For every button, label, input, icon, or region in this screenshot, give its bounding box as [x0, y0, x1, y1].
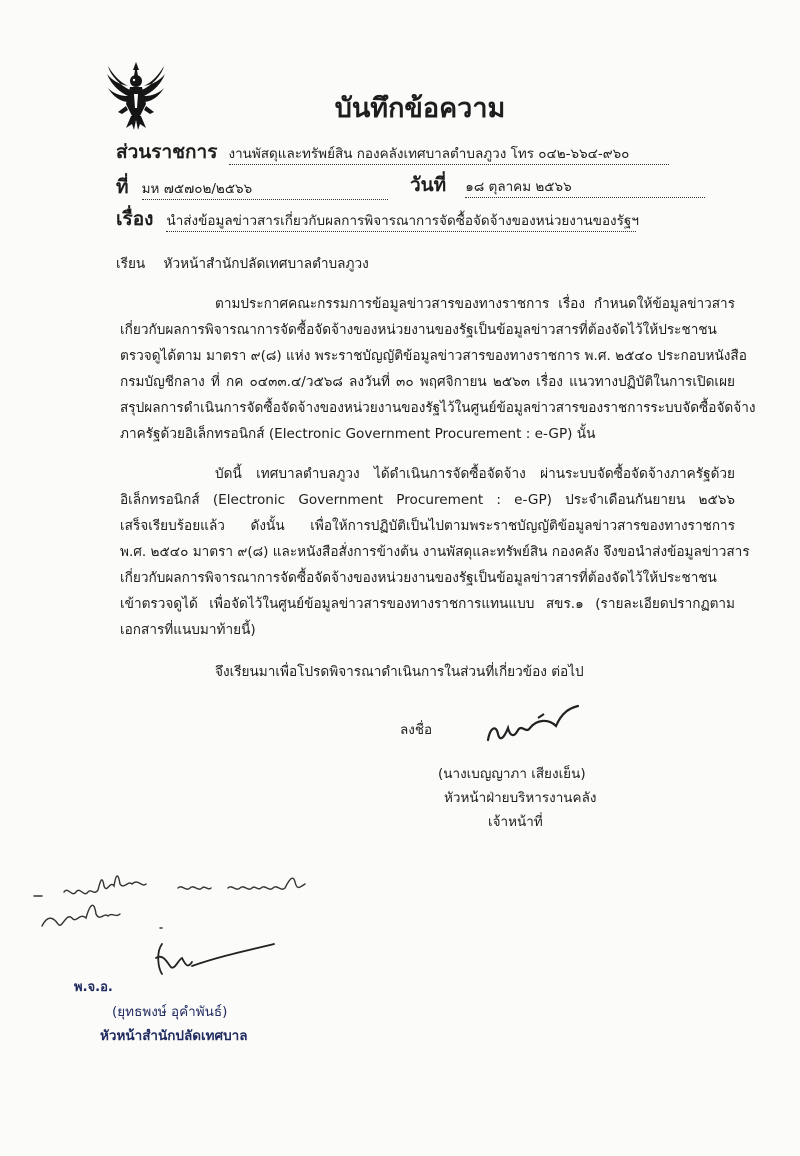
paragraph-1-line: กรมบัญชีกลาง ที่ กค ๐๔๓๓.๔/ว๕๖๘ ลงวันที่ ๓๐ พฤศจิกายน ๒๕๖๓ เรื่อง แนวทางปฏิบัติในการเปิดเผย — [120, 374, 735, 390]
date-value: ๑๘ ตุลาคม ๒๕๖๖ — [465, 175, 705, 198]
paragraph-2-line: อิเล็กทรอนิกส์ (Electronic Government Procurement : e-GP) ประจำเดือนกันยายน ๒๕๖๖ — [120, 492, 735, 508]
date-label: วันที่ — [410, 174, 447, 196]
agency-row — [116, 137, 669, 167]
paragraph-1-line: ตรวจดูได้ตาม มาตรา ๙(๘) แห่ง พระราชบัญญัติข้อมูลข่าวสารของทางราชการ พ.ศ. ๒๕๔๐ ประกอบหนังสือ — [120, 348, 747, 364]
subject-label: เรื่อง — [116, 208, 154, 230]
closing-line: จึงเรียนมาเพื่อโปรดพิจารณาดำเนินการในส่วนที่เกี่ยวข้อง ต่อไป — [215, 664, 584, 680]
paragraph-1-line: ภาครัฐด้วยอิเล็กทรอนิกส์ (Electronic Government Procurement : e-GP) นั้น — [120, 426, 596, 442]
paragraph-1-line: ตามประกาศคณะกรรมการข้อมูลข่าวสารของทางราชการ เรื่อง กำหนดให้ข้อมูลข่าวสาร — [215, 296, 735, 312]
signer-name: (นางเบญญาภา เสียงเย็น) — [438, 766, 586, 782]
paragraph-2-line: พ.ศ. ๒๕๔๐ มาตรา ๙(๘) และหนังสือสั่งการข้างต้น งานพัสดุและทรัพย์สิน กองคลัง จึงขอนำส่งข้อมูลข่าวสาร — [120, 544, 750, 560]
reference-label: ที่ — [116, 176, 129, 198]
handwritten-note — [28, 858, 378, 938]
date-row — [410, 170, 705, 200]
approval-name: (ยุทธพงษ์ อุคำพันธ์) — [112, 1004, 228, 1020]
approval-position: หัวหน้าสำนักปลัดเทศบาล — [100, 1028, 248, 1044]
subject-value: นำส่งข้อมูลข่าวสารเกี่ยวกับผลการพิจารณาการจัดซื้อจัดจ้างของหน่วยงานของรัฐฯ — [166, 209, 636, 232]
page-title: บันทึกข้อความ — [334, 93, 506, 124]
reference-value: มห ๗๕๗๐๒/๒๕๖๖ — [142, 177, 388, 200]
paragraph-2-line: บัดนี้ เทศบาลตำบลภูวง ได้ดำเนินการจัดซื้อจัดจ้าง ผ่านระบบจัดซื้อจัดจ้างภาครัฐด้วย — [215, 466, 735, 482]
agency-label: ส่วนราชการ — [116, 141, 218, 163]
sign-label: ลงชื่อ — [400, 722, 433, 738]
signer-role: เจ้าหน้าที่ — [488, 814, 543, 830]
handwritten-signature — [478, 700, 588, 750]
paragraph-1-line: สรุปผลการดำเนินการจัดซื้อจัดจ้างของหน่วยงานของรัฐไว้ในศูนย์ข้อมูลข่าวสารของราชการระบบจัดซื้อจัดจ้าง — [120, 400, 756, 416]
paragraph-2-line: เกี่ยวกับผลการพิจารณาการจัดซื้อจัดจ้างของหน่วยงานของรัฐเป็นข้อมูลข่าวสารที่ต้องจัดไว้ให้ประชาชน — [120, 570, 717, 586]
signer-position: หัวหน้าฝ่ายบริหารงานคลัง — [444, 790, 597, 806]
agency-value: งานพัสดุและทรัพย์สิน กองคลังเทศบาลตำบลภูวง โทร ๐๔๒-๖๖๔-๙๖๐ — [229, 142, 669, 165]
subject-row — [116, 204, 639, 234]
salutation-label: เรียน — [116, 256, 146, 272]
reference-row — [116, 172, 388, 202]
salutation-recipient: หัวหน้าสำนักปลัดเทศบาลตำบลภูวง — [163, 256, 369, 272]
paragraph-1-line: เกี่ยวกับผลการพิจารณาการจัดซื้อจัดจ้างของหน่วยงานของรัฐเป็นข้อมูลข่าวสารที่ต้องจัดไว้ให้ประชาชน — [120, 322, 717, 338]
approval-prefix: พ.จ.อ. — [74, 980, 113, 995]
paragraph-2-line: เข้าตรวจดูได้ เพื่อจัดไว้ในศูนย์ข้อมูลข่าวสารของทางราชการแทนแบบ สขร.๑ (รายละเอียดปรากฏตาม — [120, 596, 735, 612]
salutation — [116, 252, 369, 274]
approval-signature — [140, 938, 280, 988]
paragraph-2-line: เอกสารที่แนบมาท้ายนี้) — [120, 622, 256, 638]
paragraph-2-line: เสร็จเรียบร้อยแล้ว ดังนั้น เพื่อให้การปฏิบัติเป็นไปตามพระราชบัญญัติข้อมูลข่าวสารของทางราชการ — [120, 518, 735, 534]
